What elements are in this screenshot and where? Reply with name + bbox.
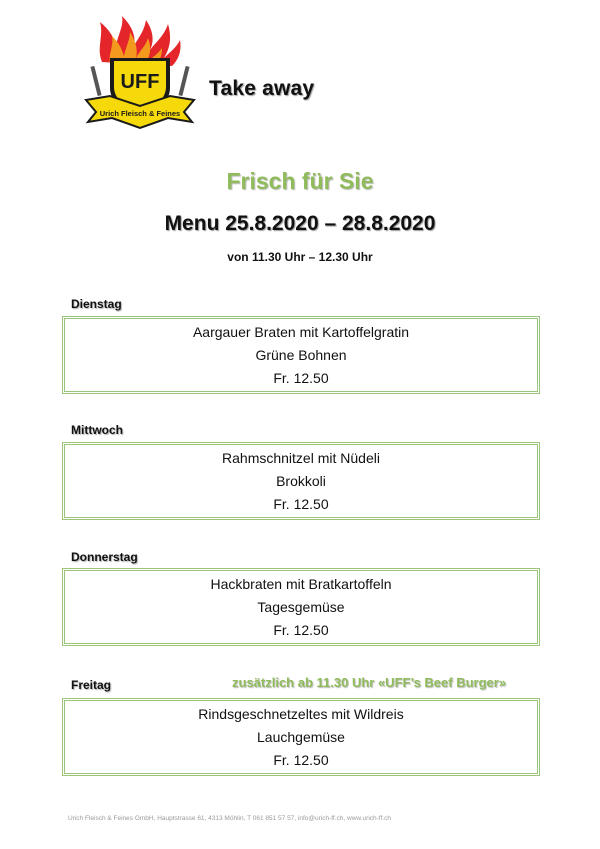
time-range: von 11.30 Uhr – 12.30 Uhr — [227, 250, 373, 264]
day-label-donnerstag: Donnerstag — [71, 550, 138, 564]
dish-side: Brokkoli — [276, 472, 326, 489]
dish-name: Rindsgeschnetzeltes mit Wildreis — [198, 705, 404, 722]
menu-box-mittwoch — [62, 442, 540, 520]
dish-price: Fr. 12.50 — [273, 621, 329, 638]
page-header-title: Take away — [209, 77, 315, 100]
uff-logo — [80, 14, 200, 132]
menu-box-dienstag — [62, 316, 540, 394]
dish-side: Grüne Bohnen — [255, 346, 347, 363]
friday-extra-note: zusätzlich ab 11.30 Uhr «UFF’s Beef Burger» — [232, 675, 507, 690]
logo-wordmark: UFF — [120, 71, 160, 93]
dish-side: Lauchgemüse — [257, 728, 345, 745]
day-label-freitag: Freitag — [71, 678, 112, 692]
dish-name: Aargauer Braten mit Kartoffelgratin — [192, 323, 410, 340]
headline: Frisch für Sie — [226, 168, 374, 194]
dish-name: Rahmschnitzel mit Nüdeli — [222, 449, 380, 466]
menu-box-donnerstag — [62, 568, 540, 646]
logo-tagline: Urich Fleisch & Feines — [99, 109, 181, 118]
dish-price: Fr. 12.50 — [273, 495, 329, 512]
dish-side: Tagesgemüse — [257, 598, 345, 615]
day-label-mittwoch: Mittwoch — [71, 423, 123, 437]
menu-title: Menu 25.8.2020 – 28.8.2020 — [164, 212, 436, 235]
dish-price: Fr. 12.50 — [273, 751, 329, 768]
dish-price: Fr. 12.50 — [273, 369, 329, 386]
dish-name: Hackbraten mit Bratkartoffeln — [210, 575, 392, 592]
day-label-dienstag: Dienstag — [71, 297, 122, 311]
footer-address: Urich Fleisch & Feines GmbH, Hauptstrasse 61, 4313 Möhlin, T 061 851 57 57, info@urich-ff.ch, www.urich-ff.ch — [68, 815, 391, 822]
menu-box-freitag — [62, 698, 540, 776]
